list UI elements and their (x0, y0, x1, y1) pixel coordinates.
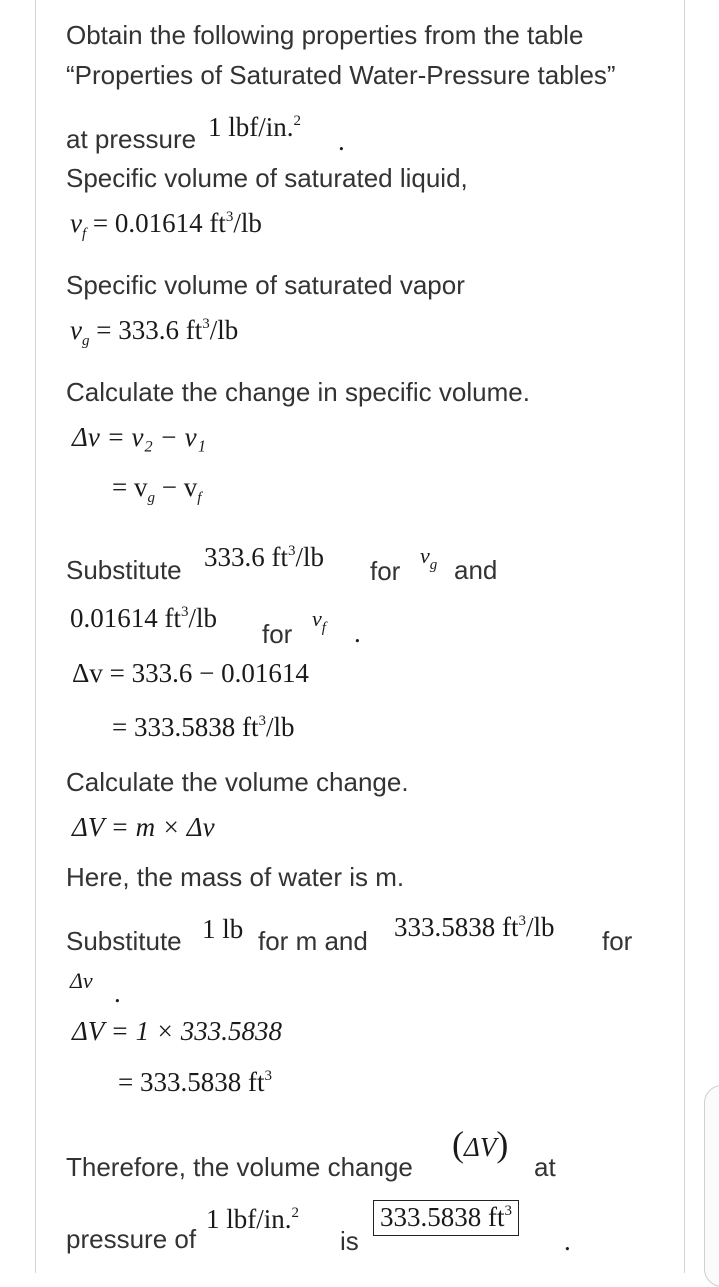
vapor-equation: $v_g = 333.6$ $ft^3/lb$ (70, 315, 239, 349)
scroll-handle[interactable] (704, 1085, 719, 1287)
substitute1-and: and (454, 555, 498, 585)
intro-line-1: Obtain the following properties from the table (66, 20, 584, 50)
conclusion-pressure: 1 lbf/in.$^2$ (206, 1204, 299, 1234)
change-eq-1: Δv = v₂ − v₁ (72, 422, 207, 452)
substitute1-for1: for (370, 556, 401, 586)
conclusion-period: . (564, 1226, 571, 1256)
substitute2-eq-2: = 333.5838 $ft^3$ (118, 1067, 272, 1097)
substitute1-value2: 0.01614 $ft^3/lb$ (70, 603, 218, 633)
substitute1-period: . (354, 618, 361, 648)
substitute2-eq-1: ΔV = 1 × 333.5838 (72, 1016, 283, 1046)
conclusion-pressure-of: pressure of (66, 1224, 197, 1254)
intro-period: . (338, 126, 345, 156)
conclusion-symbol: (ΔV) (452, 1124, 509, 1164)
liquid-label: Specific volume of saturated liquid, (66, 163, 468, 193)
substitute1-value1: 333.6 $ft^3/lb$ (204, 542, 325, 572)
right-border (684, 0, 685, 1273)
at-pressure-text: at pressure (66, 124, 197, 154)
intro-line-2: “Properties of Saturated Water-Pressure tables” (66, 60, 616, 90)
conclusion-is: is (340, 1226, 359, 1256)
substitute2-for-m-and: for m and (258, 926, 368, 956)
volume-change-equation: ΔV = m × Δv (72, 812, 215, 842)
substitute2-for: for (602, 926, 633, 956)
substitute1-eq-2: = 333.5838 $ft^3/lb$ (112, 712, 295, 742)
substitute-word-1: Substitute (66, 555, 182, 585)
conclusion-at: at (534, 1152, 556, 1182)
substitute2-sym: Δv (70, 968, 93, 993)
substitute2-period: . (114, 978, 121, 1008)
mass-text: Here, the mass of water is m. (66, 862, 405, 892)
pressure-expression: 1 lbf/in.$^2$ (208, 112, 301, 142)
substitute1-for2: for (262, 619, 293, 649)
substitute-word-2: Substitute (66, 926, 182, 956)
left-border (35, 0, 36, 1273)
conclusion-line-1: Therefore, the volume change (66, 1152, 413, 1182)
change-eq-2: = $v_g - v_f$ (112, 472, 202, 506)
change-specific-label: Calculate the change in specific volume. (66, 377, 530, 407)
answer-box: 333.5838 $ft^3$ (373, 1200, 519, 1236)
substitute2-value2: 333.5838 $ft^3/lb$ (394, 912, 555, 942)
liquid-equation: $v_f = 0.01614$ $ft^3/lb$ (70, 208, 262, 242)
volume-change-label: Calculate the volume change. (66, 767, 409, 797)
substitute1-sym1: $v_g$ (420, 543, 438, 573)
substitute2-value1: 1 lb (202, 914, 244, 944)
vapor-label: Specific volume of saturated vapor (66, 270, 465, 300)
substitute1-sym2: $v_f$ (312, 606, 326, 636)
substitute1-eq-1: Δv = 333.6 − 0.01614 (72, 658, 309, 688)
